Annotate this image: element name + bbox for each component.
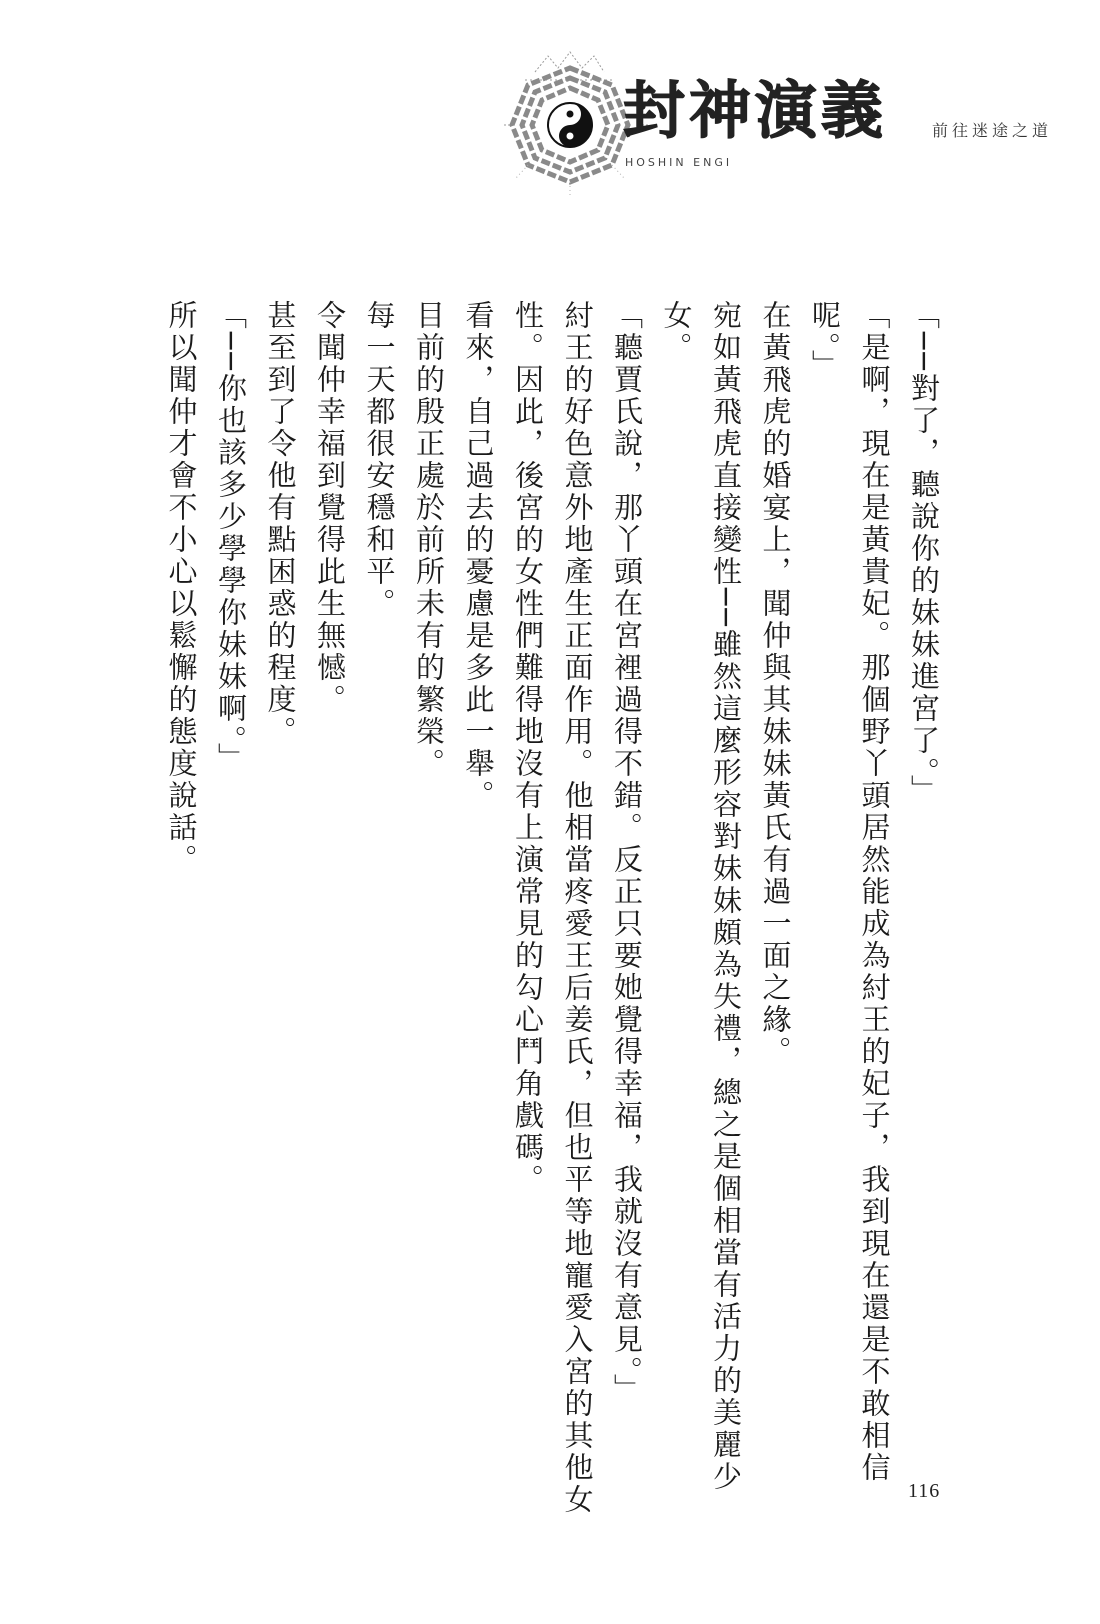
text-line: 「聽賈氏說，那丫頭在宮裡過得不錯。反正只要她覺得幸福，我就沒有意見。」 — [610, 300, 644, 1406]
text-line: 看來，自己過去的憂慮是多此一舉。 — [461, 300, 496, 812]
book-title-english: HOSHIN ENGI — [625, 156, 733, 169]
text-line: 宛如黃飛虎直接變性──雖然這麼形容對妹妹頗為失禮，總之是個相當有活力的美麗少 — [709, 300, 743, 1493]
text-line: 甚至到了令他有點困惑的程度。 — [263, 300, 298, 748]
text-line: 「是啊，現在是黃貴妃。那個野丫頭居然能成為紂王的妃子，我到現在還是不敢相信 — [857, 300, 892, 1484]
text-line: 每一天都很安穩和平。 — [362, 300, 397, 620]
book-title: 封神演義 — [623, 74, 888, 147]
book-subtitle: 前往迷途之道 — [932, 121, 1053, 140]
book-header — [500, 50, 1060, 200]
page-number: 116 — [908, 1480, 941, 1502]
text-line: 目前的殷正處於前所未有的繁榮。 — [412, 300, 446, 780]
text-line: 呢。」 — [808, 300, 842, 382]
text-line: 所以聞仲才會不小心以鬆懈的態度說話。 — [164, 300, 199, 876]
text-line: 在黃飛虎的婚宴上，聞仲與其妹妹黃氏有過一面之緣。 — [758, 300, 793, 1068]
text-line: 女。 — [659, 300, 694, 364]
text-line: 「──你也該多少學學你妹妹啊。」 — [214, 300, 248, 775]
text-line: 令聞仲幸福到覺得此生無憾。 — [313, 300, 347, 716]
text-line: 「──對了，聽說你的妹妹進宮了。」 — [907, 300, 941, 807]
text-line: 紂王的好色意外地產生正面作用。他相當疼愛王后姜氏，但也平等地寵愛入宮的其他女 — [560, 300, 595, 1516]
text-line: 性。因此，後宮的女性們難得地沒有上演常見的勾心鬥角戲碼。 — [511, 300, 545, 1196]
